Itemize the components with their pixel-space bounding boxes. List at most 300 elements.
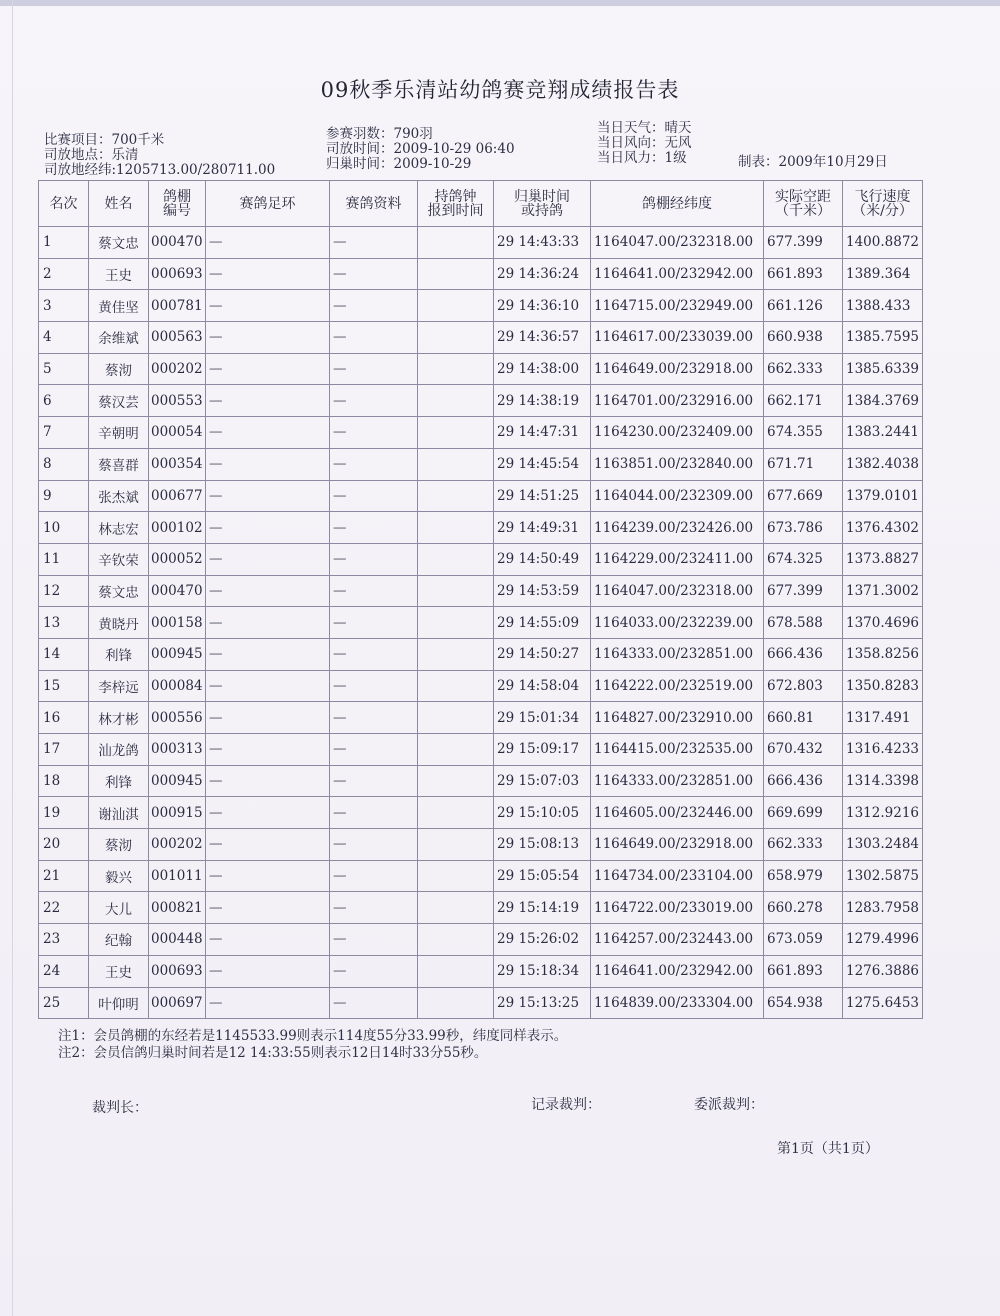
name-cell: 李梓远: [89, 670, 149, 702]
rank-cell: 5: [39, 353, 89, 385]
coord-cell: 1164605.00/232446.00: [591, 797, 764, 829]
loft-id-cell: 000693: [149, 955, 206, 987]
speed-cell: 1283.7958: [843, 892, 923, 924]
coord-cell: 1164229.00/232411.00: [591, 543, 764, 575]
loft-id-cell: 000052: [149, 543, 206, 575]
chief-referee-label: 裁判长：: [92, 1100, 148, 1116]
info-cell: —: [330, 702, 418, 734]
distance-cell: 661.126: [764, 290, 843, 322]
loft-id-cell: 001011: [149, 860, 206, 892]
meta-made-date: 制表：2009年10月29日: [738, 154, 888, 170]
distance-cell: 673.786: [764, 512, 843, 544]
coord-cell: 1164701.00/232916.00: [591, 385, 764, 417]
meta-left: [44, 133, 275, 178]
meta-project: 比赛项目：700千米: [44, 132, 165, 148]
rank-cell: 12: [39, 575, 89, 607]
name-cell: 黄晓丹: [89, 607, 149, 639]
distance-cell: 658.979: [764, 860, 843, 892]
return-time-cell: 29 14:49:31: [494, 512, 591, 544]
speed-cell: 1314.3398: [843, 765, 923, 797]
coord-cell: 1164333.00/232851.00: [591, 765, 764, 797]
name-cell: 谢汕淇: [89, 797, 149, 829]
return-time-cell: 29 14:43:33: [494, 227, 591, 259]
ring-cell: —: [206, 797, 330, 829]
header-loft-id: 鸽棚 编号: [149, 181, 206, 227]
loft-id-cell: 000470: [149, 227, 206, 259]
table-row: [39, 512, 923, 544]
clock-cell: [418, 892, 494, 924]
distance-cell: 669.699: [764, 797, 843, 829]
info-cell: —: [330, 638, 418, 670]
return-time-cell: 29 14:50:49: [494, 543, 591, 575]
name-cell: 蔡汉芸: [89, 385, 149, 417]
rank-cell: 2: [39, 258, 89, 290]
table-row: [39, 670, 923, 702]
name-cell: 余维斌: [89, 322, 149, 354]
rank-cell: 9: [39, 480, 89, 512]
name-cell: 辛朝明: [89, 417, 149, 449]
ring-cell: —: [206, 955, 330, 987]
clock-cell: [418, 829, 494, 861]
info-cell: —: [330, 797, 418, 829]
speed-cell: 1376.4302: [843, 512, 923, 544]
header-clock: 持鸽钟 报到时间: [418, 181, 494, 227]
loft-id-cell: 000915: [149, 797, 206, 829]
table-row: [39, 892, 923, 924]
return-time-cell: 29 14:36:57: [494, 322, 591, 354]
info-cell: —: [330, 353, 418, 385]
info-cell: —: [330, 258, 418, 290]
meta-wind-force: 当日风力：1级: [597, 150, 687, 166]
info-cell: —: [330, 417, 418, 449]
distance-cell: 662.171: [764, 385, 843, 417]
info-cell: —: [330, 670, 418, 702]
recording-referee-label: 记录裁判：: [531, 1097, 601, 1113]
rank-cell: 16: [39, 702, 89, 734]
loft-id-cell: 000448: [149, 924, 206, 956]
rank-cell: 23: [39, 924, 89, 956]
speed-cell: 1382.4038: [843, 448, 923, 480]
info-cell: —: [330, 322, 418, 354]
table-row: [39, 607, 923, 639]
speed-cell: 1302.5875: [843, 860, 923, 892]
coord-cell: 1164641.00/232942.00: [591, 955, 764, 987]
ring-cell: —: [206, 480, 330, 512]
return-time-cell: 29 14:38:19: [494, 385, 591, 417]
ring-cell: —: [206, 353, 330, 385]
speed-cell: 1350.8283: [843, 670, 923, 702]
info-cell: —: [330, 385, 418, 417]
meta-weather: 当日天气：晴天: [597, 120, 692, 136]
ring-cell: —: [206, 702, 330, 734]
name-cell: 毅兴: [89, 860, 149, 892]
loft-id-cell: 000556: [149, 702, 206, 734]
name-cell: 纪翰: [89, 924, 149, 956]
table-row: [39, 290, 923, 322]
distance-cell: 666.436: [764, 765, 843, 797]
rank-cell: 21: [39, 860, 89, 892]
rank-cell: 15: [39, 670, 89, 702]
table-row: [39, 638, 923, 670]
clock-cell: [418, 480, 494, 512]
meta-wind-direction: 当日风向：无风: [597, 135, 692, 151]
info-cell: —: [330, 448, 418, 480]
distance-cell: 662.333: [764, 353, 843, 385]
clock-cell: [418, 385, 494, 417]
table-row: [39, 860, 923, 892]
rank-cell: 24: [39, 955, 89, 987]
speed-cell: 1303.2484: [843, 829, 923, 861]
header-info: 赛鸽资料: [330, 181, 418, 227]
clock-cell: [418, 512, 494, 544]
table-row: [39, 448, 923, 480]
table-row: [39, 227, 923, 259]
name-cell: 黄佳坚: [89, 290, 149, 322]
speed-cell: 1373.8827: [843, 543, 923, 575]
return-time-cell: 29 15:08:13: [494, 829, 591, 861]
clock-cell: [418, 607, 494, 639]
ring-cell: —: [206, 670, 330, 702]
clock-cell: [418, 575, 494, 607]
rank-cell: 8: [39, 448, 89, 480]
header-speed: 飞行速度 （米/分）: [843, 181, 923, 227]
name-cell: 辛钦荣: [89, 543, 149, 575]
clock-cell: [418, 417, 494, 449]
ring-cell: —: [206, 290, 330, 322]
distance-cell: 654.938: [764, 987, 843, 1019]
header-distance: 实际空距 （千米）: [764, 181, 843, 227]
clock-cell: [418, 987, 494, 1019]
rank-cell: 7: [39, 417, 89, 449]
rank-cell: 6: [39, 385, 89, 417]
coord-cell: 1164047.00/232318.00: [591, 575, 764, 607]
rank-cell: 18: [39, 765, 89, 797]
name-cell: 林志宏: [89, 512, 149, 544]
distance-cell: 660.938: [764, 322, 843, 354]
return-time-cell: 29 14:51:25: [494, 480, 591, 512]
note-2: 注2：会员信鸽归巢时间若是12 14:33:55则表示12日14时33分55秒。: [58, 1045, 488, 1061]
table-row: [39, 797, 923, 829]
margin-line: [12, 0, 13, 1316]
speed-cell: 1358.8256: [843, 638, 923, 670]
scan-edge: [0, 0, 1000, 6]
ring-cell: —: [206, 607, 330, 639]
clock-cell: [418, 322, 494, 354]
loft-id-cell: 000354: [149, 448, 206, 480]
meta-return-time: 归巢时间：2009-10-29: [326, 156, 472, 172]
return-time-cell: 29 14:50:27: [494, 638, 591, 670]
coord-cell: 1164047.00/232318.00: [591, 227, 764, 259]
coord-cell: 1164649.00/232918.00: [591, 353, 764, 385]
loft-id-cell: 000084: [149, 670, 206, 702]
info-cell: —: [330, 860, 418, 892]
header-return-time: 归巢时间 或持鸽: [494, 181, 591, 227]
ring-cell: —: [206, 892, 330, 924]
meta-middle: [326, 127, 515, 172]
distance-cell: 678.588: [764, 607, 843, 639]
info-cell: —: [330, 480, 418, 512]
ring-cell: —: [206, 734, 330, 766]
table-row: [39, 734, 923, 766]
clock-cell: [418, 860, 494, 892]
table-row: [39, 702, 923, 734]
page-number: 第1页（共1页）: [777, 1141, 879, 1157]
return-time-cell: 29 14:36:24: [494, 258, 591, 290]
return-time-cell: 29 14:58:04: [494, 670, 591, 702]
coord-cell: 1164734.00/233104.00: [591, 860, 764, 892]
info-cell: —: [330, 290, 418, 322]
loft-id-cell: 000313: [149, 734, 206, 766]
rank-cell: 13: [39, 607, 89, 639]
name-cell: 张杰斌: [89, 480, 149, 512]
coord-cell: 1164617.00/233039.00: [591, 322, 764, 354]
coord-cell: 1164033.00/232239.00: [591, 607, 764, 639]
return-time-cell: 29 15:14:19: [494, 892, 591, 924]
table-row: [39, 353, 923, 385]
speed-cell: 1385.7595: [843, 322, 923, 354]
loft-id-cell: 000781: [149, 290, 206, 322]
speed-cell: 1316.4233: [843, 734, 923, 766]
table-row: [39, 575, 923, 607]
loft-id-cell: 000202: [149, 829, 206, 861]
loft-id-cell: 000470: [149, 575, 206, 607]
table-row: [39, 417, 923, 449]
distance-cell: 660.81: [764, 702, 843, 734]
ring-cell: —: [206, 860, 330, 892]
distance-cell: 674.355: [764, 417, 843, 449]
name-cell: 林才彬: [89, 702, 149, 734]
info-cell: —: [330, 734, 418, 766]
ring-cell: —: [206, 987, 330, 1019]
coord-cell: 1164641.00/232942.00: [591, 258, 764, 290]
name-cell: 蔡沏: [89, 353, 149, 385]
table-row: [39, 987, 923, 1019]
loft-id-cell: 000945: [149, 765, 206, 797]
name-cell: 利锋: [89, 765, 149, 797]
rank-cell: 22: [39, 892, 89, 924]
return-time-cell: 29 15:10:05: [494, 797, 591, 829]
header-rank: 名次: [39, 181, 89, 227]
name-cell: 王史: [89, 955, 149, 987]
meta-release-coords: 司放地经纬:1205713.00/280711.00: [44, 162, 276, 178]
speed-cell: 1312.9216: [843, 797, 923, 829]
table-row: [39, 322, 923, 354]
table-row: [39, 829, 923, 861]
distance-cell: 666.436: [764, 638, 843, 670]
info-cell: —: [330, 892, 418, 924]
info-cell: —: [330, 512, 418, 544]
coord-cell: 1164333.00/232851.00: [591, 638, 764, 670]
return-time-cell: 29 15:13:25: [494, 987, 591, 1019]
name-cell: 汕龙鸽: [89, 734, 149, 766]
name-cell: 大儿: [89, 892, 149, 924]
name-cell: 王史: [89, 258, 149, 290]
rank-cell: 14: [39, 638, 89, 670]
ring-cell: —: [206, 322, 330, 354]
clock-cell: [418, 765, 494, 797]
info-cell: —: [330, 987, 418, 1019]
distance-cell: 677.669: [764, 480, 843, 512]
coord-cell: 1164239.00/232426.00: [591, 512, 764, 544]
ring-cell: —: [206, 543, 330, 575]
footnotes: [58, 1028, 567, 1062]
loft-id-cell: 000821: [149, 892, 206, 924]
rank-cell: 11: [39, 543, 89, 575]
results-table: [38, 180, 923, 1019]
ring-cell: —: [206, 829, 330, 861]
loft-id-cell: 000202: [149, 353, 206, 385]
distance-cell: 677.399: [764, 227, 843, 259]
loft-id-cell: 000054: [149, 417, 206, 449]
info-cell: —: [330, 829, 418, 861]
distance-cell: 674.325: [764, 543, 843, 575]
rank-cell: 3: [39, 290, 89, 322]
clock-cell: [418, 734, 494, 766]
speed-cell: 1276.3886: [843, 955, 923, 987]
speed-cell: 1371.3002: [843, 575, 923, 607]
loft-id-cell: 000102: [149, 512, 206, 544]
name-cell: 蔡文忠: [89, 227, 149, 259]
speed-cell: 1275.6453: [843, 987, 923, 1019]
table-header-row: [39, 181, 923, 227]
coord-cell: 1164839.00/233304.00: [591, 987, 764, 1019]
return-time-cell: 29 14:55:09: [494, 607, 591, 639]
distance-cell: 677.399: [764, 575, 843, 607]
rank-cell: 4: [39, 322, 89, 354]
distance-cell: 670.432: [764, 734, 843, 766]
clock-cell: [418, 227, 494, 259]
loft-id-cell: 000553: [149, 385, 206, 417]
table-row: [39, 924, 923, 956]
return-time-cell: 29 15:18:34: [494, 955, 591, 987]
ring-cell: —: [206, 385, 330, 417]
table-row: [39, 480, 923, 512]
distance-cell: 661.893: [764, 258, 843, 290]
name-cell: 蔡沏: [89, 829, 149, 861]
coord-cell: 1164649.00/232918.00: [591, 829, 764, 861]
return-time-cell: 29 15:07:03: [494, 765, 591, 797]
return-time-cell: 29 14:47:31: [494, 417, 591, 449]
meta-release-time: 司放时间：2009-10-29 06:40: [326, 141, 515, 157]
ring-cell: —: [206, 638, 330, 670]
name-cell: 叶仰明: [89, 987, 149, 1019]
clock-cell: [418, 353, 494, 385]
loft-id-cell: 000693: [149, 258, 206, 290]
meta-release-place: 司放地点：乐清: [44, 147, 139, 163]
info-cell: —: [330, 543, 418, 575]
ring-cell: —: [206, 512, 330, 544]
return-time-cell: 29 14:53:59: [494, 575, 591, 607]
table-row: [39, 765, 923, 797]
speed-cell: 1370.4696: [843, 607, 923, 639]
clock-cell: [418, 290, 494, 322]
ring-cell: —: [206, 575, 330, 607]
coord-cell: 1164415.00/232535.00: [591, 734, 764, 766]
ring-cell: —: [206, 924, 330, 956]
clock-cell: [418, 638, 494, 670]
clock-cell: [418, 797, 494, 829]
distance-cell: 661.893: [764, 955, 843, 987]
ring-cell: —: [206, 448, 330, 480]
coord-cell: 1164827.00/232910.00: [591, 702, 764, 734]
rank-cell: 25: [39, 987, 89, 1019]
coord-cell: 1164044.00/232309.00: [591, 480, 764, 512]
meta-right: [597, 121, 692, 166]
note-1: 注1：会员鸽棚的东经若是1145533.99则表示114度55分33.99秒，纬度同样表示。: [58, 1028, 568, 1044]
return-time-cell: 29 15:05:54: [494, 860, 591, 892]
coord-cell: 1164222.00/232519.00: [591, 670, 764, 702]
header-name: 姓名: [89, 181, 149, 227]
table-row: [39, 258, 923, 290]
rank-cell: 20: [39, 829, 89, 861]
distance-cell: 672.803: [764, 670, 843, 702]
table-row: [39, 385, 923, 417]
clock-cell: [418, 670, 494, 702]
speed-cell: 1384.3769: [843, 385, 923, 417]
ring-cell: —: [206, 417, 330, 449]
clock-cell: [418, 543, 494, 575]
distance-cell: 662.333: [764, 829, 843, 861]
info-cell: —: [330, 607, 418, 639]
coord-cell: 1163851.00/232840.00: [591, 448, 764, 480]
clock-cell: [418, 924, 494, 956]
info-cell: —: [330, 955, 418, 987]
header-ring: 赛鸽足环: [206, 181, 330, 227]
return-time-cell: 29 15:01:34: [494, 702, 591, 734]
clock-cell: [418, 702, 494, 734]
coord-cell: 1164722.00/233019.00: [591, 892, 764, 924]
meta-entries: 参赛羽数：790羽: [326, 126, 433, 142]
distance-cell: 660.278: [764, 892, 843, 924]
clock-cell: [418, 258, 494, 290]
ring-cell: —: [206, 765, 330, 797]
info-cell: —: [330, 575, 418, 607]
header-coord: 鸽棚经纬度: [591, 181, 764, 227]
report-title: 09秋季乐清站幼鸽赛竞翔成绩报告表: [320, 78, 680, 102]
loft-id-cell: 000677: [149, 480, 206, 512]
rank-cell: 1: [39, 227, 89, 259]
coord-cell: 1164230.00/232409.00: [591, 417, 764, 449]
speed-cell: 1389.364: [843, 258, 923, 290]
return-time-cell: 29 14:45:54: [494, 448, 591, 480]
loft-id-cell: 000563: [149, 322, 206, 354]
loft-id-cell: 000945: [149, 638, 206, 670]
name-cell: 利锋: [89, 638, 149, 670]
info-cell: —: [330, 765, 418, 797]
rank-cell: 10: [39, 512, 89, 544]
speed-cell: 1400.8872: [843, 227, 923, 259]
info-cell: —: [330, 924, 418, 956]
return-time-cell: 29 14:38:00: [494, 353, 591, 385]
loft-id-cell: 000158: [149, 607, 206, 639]
return-time-cell: 29 15:09:17: [494, 734, 591, 766]
speed-cell: 1317.491: [843, 702, 923, 734]
coord-cell: 1164715.00/232949.00: [591, 290, 764, 322]
info-cell: —: [330, 227, 418, 259]
clock-cell: [418, 955, 494, 987]
name-cell: 蔡文忠: [89, 575, 149, 607]
rank-cell: 19: [39, 797, 89, 829]
speed-cell: 1279.4996: [843, 924, 923, 956]
distance-cell: 673.059: [764, 924, 843, 956]
ring-cell: —: [206, 258, 330, 290]
speed-cell: 1388.433: [843, 290, 923, 322]
name-cell: 蔡喜群: [89, 448, 149, 480]
return-time-cell: 29 15:26:02: [494, 924, 591, 956]
table-row: [39, 955, 923, 987]
loft-id-cell: 000697: [149, 987, 206, 1019]
speed-cell: 1385.6339: [843, 353, 923, 385]
